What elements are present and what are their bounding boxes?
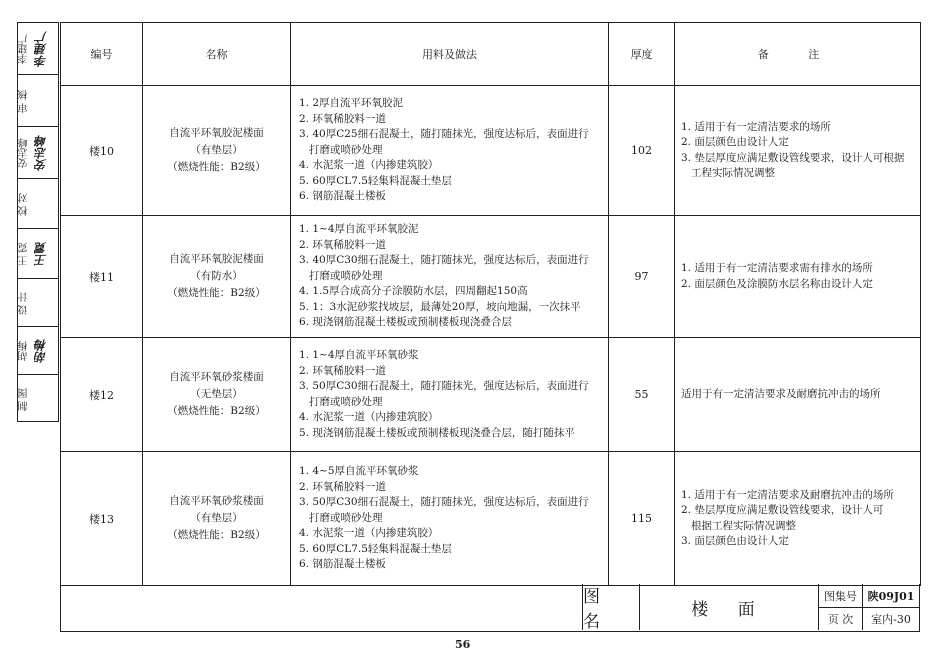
signature-name	[34, 379, 58, 419]
signature-name: 胡梅	[34, 339, 48, 363]
row-name	[143, 216, 291, 338]
method-step: 打磨或喷砂处理	[299, 143, 383, 156]
method-step: 5. 现浇钢筋混凝土楼板或预制楼板现浇叠合层，随打随抹平	[299, 426, 575, 439]
row-code: 楼12	[61, 338, 143, 452]
row-name-line: 自流平环氧砂浆楼面	[169, 495, 264, 507]
method-step: 4. 1.5厚合成高分子涂膜防水层，四周翻起150高	[299, 285, 528, 298]
method-step: 3. 40厚C25细石混凝土，随打随抹光，强度达标后，表面进行	[299, 128, 589, 141]
signature-role: 设 计	[19, 291, 30, 315]
row-thickness: 55	[609, 338, 675, 452]
table-header-row	[61, 23, 921, 86]
method-step: 4. 水泥浆一道（内掺建筑胶）	[299, 159, 439, 172]
row-method	[291, 452, 609, 586]
remark-line: 2. 垫层厚度应满足敷设管线要求，设计人可	[681, 504, 884, 516]
method-step: 2. 环氧稀胶料一道	[299, 480, 386, 493]
signature-cell	[18, 75, 58, 127]
row-name-line: （有防水）	[190, 270, 243, 282]
remark-line: 1. 适用于有一定清洁要求及耐磨抗冲击的场所	[681, 488, 894, 501]
drawing-title: 楼 面	[639, 584, 818, 630]
row-name	[143, 452, 291, 586]
method-step: 3. 50厚C30细石混凝土，随打随抹光，强度达标后，表面进行	[299, 496, 589, 509]
atlas-number-value: 陕09J01	[862, 584, 919, 607]
row-name-line: 自流平环氧胶泥楼面	[169, 127, 264, 139]
row-method	[291, 216, 609, 338]
method-step: 6. 现浇钢筋混凝土楼板或预制楼板现浇叠合层	[299, 316, 512, 329]
method-step: 3. 50厚C30细石混凝土，随打随抹光，强度达标后，表面进行	[299, 380, 589, 392]
remark-line: 根据工程实际情况调整	[681, 519, 797, 532]
method-step: 1. 1~4厚自流平环氧砂浆	[299, 349, 419, 361]
signature-role: 制 图	[19, 387, 30, 411]
signature-cell	[18, 23, 58, 75]
page-number: 56	[455, 638, 471, 651]
signature-role: 审 核	[19, 89, 30, 113]
method-step: 2. 环氧稀胶料一道	[299, 112, 386, 125]
remark-line: 3. 面层颜色由设计人定	[681, 535, 789, 547]
row-name-line: （燃烧性能：B2级）	[167, 405, 266, 417]
row-name-line: （有垫层）	[190, 512, 243, 524]
row-name	[143, 86, 291, 216]
signature-cell	[18, 229, 58, 279]
row-code: 楼10	[61, 86, 143, 216]
signature-name: 王霓	[34, 242, 48, 266]
remark-line: 1. 适用于有一定清洁要求需有排水的场所	[681, 262, 873, 274]
remark-line: 2. 面层颜色由设计人定	[681, 136, 789, 148]
row-thickness: 102	[609, 86, 675, 216]
row-name-line: （燃烧性能：B2级）	[167, 161, 266, 173]
page-label: 页 次	[818, 607, 862, 630]
remark-line: 1. 适用于有一定清洁要求的场所	[681, 120, 831, 133]
row-name	[143, 338, 291, 452]
title-block-label: 图 名	[582, 584, 639, 630]
method-step: 2. 环氧稀胶料一道	[299, 238, 386, 251]
table-row	[61, 338, 921, 452]
row-method	[291, 86, 609, 216]
remark-line: 3. 垫层厚度应满足敷设管线要求，设计人可根据	[681, 151, 905, 164]
method-step: 1. 4~5厚自流平环氧砂浆	[299, 465, 419, 478]
method-step: 1. 1~4厚自流平环氧胶泥	[299, 223, 419, 236]
header-code: 编号	[61, 23, 143, 86]
signature-name	[34, 283, 58, 323]
method-step: 打磨或喷砂处理	[299, 269, 383, 282]
signature-role: 王 霓	[19, 242, 30, 266]
row-name-line: （燃烧性能：B2级）	[167, 287, 266, 299]
row-code: 楼13	[61, 452, 143, 586]
header-remark: 备 注	[675, 23, 921, 86]
signature-role: 李建广	[19, 34, 30, 64]
table-row	[61, 452, 921, 586]
header-thickness: 厚度	[609, 23, 675, 86]
signature-cell	[18, 327, 58, 375]
row-name-line: （有垫层）	[190, 144, 243, 156]
signature-cell	[18, 127, 58, 179]
method-step: 1. 2厚自流平环氧胶泥	[299, 97, 404, 110]
method-step: 6. 钢筋混凝土楼板	[299, 190, 386, 203]
signature-cell	[18, 375, 58, 423]
header-name: 名称	[143, 23, 291, 86]
signature-name: 李建广	[34, 31, 48, 67]
method-step: 打磨或喷砂处理	[299, 395, 383, 408]
row-thickness: 115	[609, 452, 675, 586]
signature-role: 安志峰	[19, 138, 30, 168]
method-step: 5. 1：3水泥砂浆找坡层，最薄处20厚，坡向地漏，一次抹平	[299, 300, 581, 313]
row-method	[291, 338, 609, 452]
row-remark	[675, 86, 921, 216]
header-method: 用料及做法	[291, 23, 609, 86]
signature-name: 安志峰	[34, 135, 48, 171]
signature-name	[34, 183, 58, 225]
signature-strip	[17, 22, 59, 422]
row-thickness: 97	[609, 216, 675, 338]
row-code: 楼11	[61, 216, 143, 338]
signature-cell	[18, 279, 58, 327]
signature-role: 胡梅	[19, 341, 30, 361]
row-name-line: （无垫层）	[190, 388, 243, 400]
spec-table	[60, 22, 921, 586]
remark-line: 工程实际情况调整	[681, 167, 776, 179]
row-name-line: （燃烧性能：B2级）	[167, 529, 266, 541]
row-remark	[675, 452, 921, 586]
row-name-line: 自流平环氧胶泥楼面	[169, 253, 264, 265]
remark-line: 2. 面层颜色及涂膜防水层名称由设计人定	[681, 277, 873, 290]
title-block	[60, 584, 920, 632]
method-step: 4. 水泥浆一道（内掺建筑胶）	[299, 411, 439, 423]
signature-role: 校 对	[19, 192, 30, 216]
title-block-divider	[818, 607, 919, 608]
method-step: 6. 钢筋混凝土楼板	[299, 558, 386, 571]
method-step: 打磨或喷砂处理	[299, 511, 383, 524]
signature-name	[34, 79, 58, 123]
page-value: 室内-30	[862, 607, 919, 630]
method-step: 2. 环氧稀胶料一道	[299, 364, 386, 377]
remark-line: 适用于有一定清洁要求及耐磨抗冲击的场所	[681, 387, 881, 400]
method-step: 3. 40厚C30细石混凝土，随打随抹光，强度达标后，表面进行	[299, 254, 589, 267]
signature-cell	[18, 179, 58, 229]
table-row	[61, 86, 921, 216]
table-row	[61, 216, 921, 338]
method-step: 4. 水泥浆一道（内掺建筑胶）	[299, 527, 439, 540]
row-remark	[675, 216, 921, 338]
atlas-number-label: 图集号	[818, 584, 862, 607]
row-name-line: 自流平环氧砂浆楼面	[169, 371, 264, 383]
method-step: 5. 60厚CL7.5轻集料混凝土垫层	[299, 542, 452, 555]
row-remark	[675, 338, 921, 452]
method-step: 5. 60厚CL7.5轻集料混凝土垫层	[299, 174, 452, 187]
